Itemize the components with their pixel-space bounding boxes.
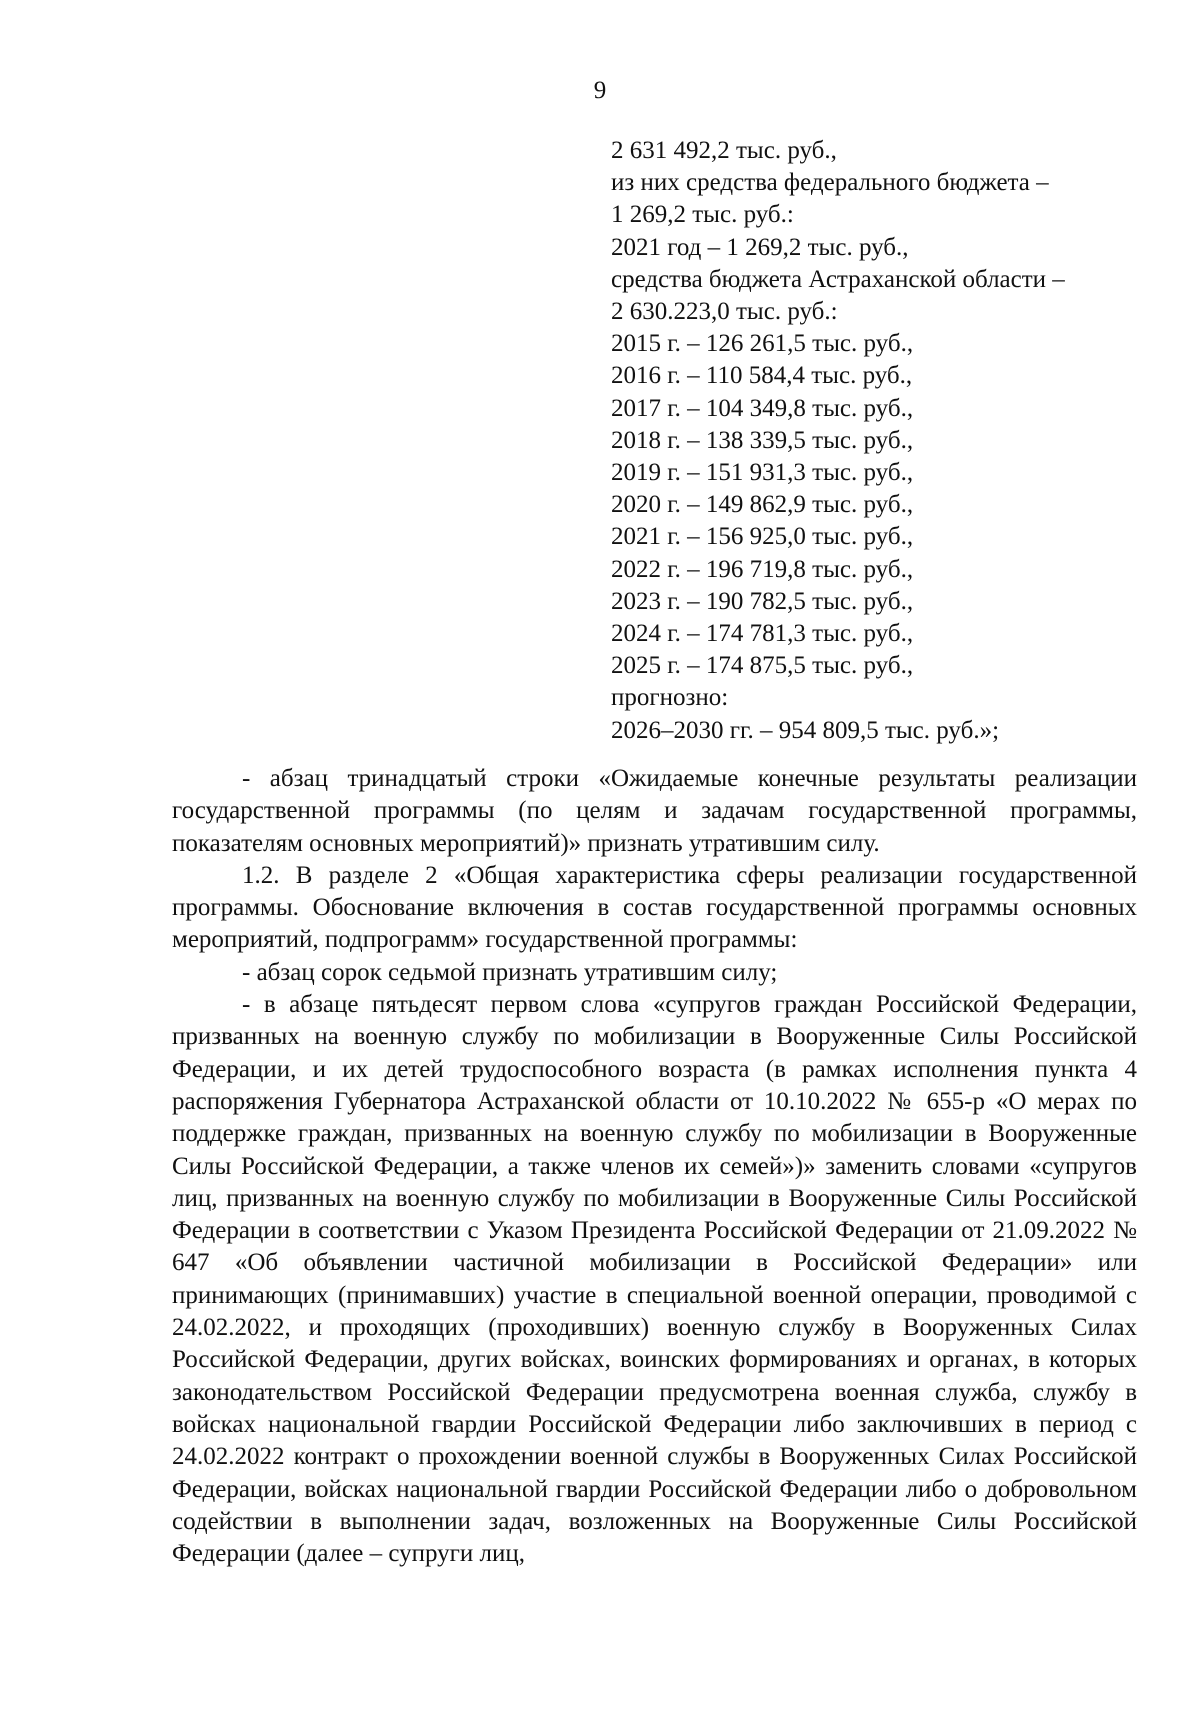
budget-allocation-block [611, 135, 1111, 747]
budget-line: 2026–2030 гг. – 954 809,5 тыс. руб.»; [611, 716, 1000, 744]
budget-line: 2024 г. – 174 781,3 тыс. руб., [611, 620, 914, 648]
paragraph: - в абзаце пятьдесят первом слова «супругов граждан Российской Федерации, призванных на военную службу по мобилизации в Вооруженные Силы Российской Федерации, и их детей трудоспособного возраста (в рамках исполнения пункта 4 распоряжения Губернатора Астраханской области от 10.10.2022 № 655-р «О мерах по поддержке граждан, призванных на военную службу по мобилизации в Вооруженные Силы Российской Федерации, а также членов их семей»)» заменить словами «супругов лиц, призванных на военную службу по мобилизации в Вооруженные Силы Российской Федерации в соответствии с Указом Президента Российской Федерации от 21.09.2022 № 647 «Об объявлении частичной мобилизации в Российской Федерации» или принимающих (принимавших) участие в специальной военной операции, проводимой с 24.02.2022, и проходящих (проходивших) военную службу в Вооруженных Силах Российской Федерации, других войсках, воинских формированиях и органах, в которых законодательством Российской Федерации предусмотрена военная служба, службу в войсках национальной гвардии Российской Федерации либо заключивших в период с 24.02.2022 контракт о прохождении военной службы в Вооруженных Силах Российской Федерации, войсках национальной гвардии Российской Федерации либо о добровольном содействии в выполнении задач, возложенных на Вооруженные Силы Российской Федерации (далее – супруги лиц, [172, 991, 1137, 1568]
budget-line: 2019 г. – 151 931,3 тыс. руб., [611, 459, 914, 487]
budget-line: прогнозно: [611, 684, 729, 712]
paragraph: - абзац сорок седьмой признать утратившим силу; [242, 958, 778, 986]
body-text [172, 763, 1137, 1570]
paragraph: - абзац тринадцатый строки «Ожидаемые конечные результаты реализации государственной программы (по целям и задачам государственной программы, показателям основных мероприятий)» признать утратившим силу. [172, 765, 1137, 857]
budget-line: из них средства федерального бюджета – [611, 169, 1049, 197]
budget-line: 2020 г. – 149 862,9 тыс. руб., [611, 491, 914, 519]
budget-line: 2016 г. – 110 584,4 тыс. руб., [611, 362, 913, 390]
budget-line: 2022 г. – 196 719,8 тыс. руб., [611, 555, 914, 583]
paragraph: 1.2. В разделе 2 «Общая характеристика сферы реализации государственной программы. Обоснование включения в состав государственной программы основных мероприятий, подпрограмм» государственной программы: [172, 861, 1137, 954]
budget-line: 2021 г. – 156 925,0 тыс. руб., [611, 523, 914, 551]
budget-line: 2015 г. – 126 261,5 тыс. руб., [611, 330, 914, 358]
budget-line: 1 269,2 тыс. руб.: [611, 201, 794, 229]
budget-line: 2023 г. – 190 782,5 тыс. руб., [611, 587, 914, 615]
budget-line: 2 631 492,2 тыс. руб., [611, 137, 837, 164]
budget-line: 2017 г. – 104 349,8 тыс. руб., [611, 394, 914, 422]
page-number: 9 [593, 77, 607, 104]
budget-line: средства бюджета Астраханской области – [611, 265, 1065, 293]
budget-line: 2 630.223,0 тыс. руб.: [611, 298, 838, 326]
budget-line: 2018 г. – 138 339,5 тыс. руб., [611, 426, 914, 454]
budget-line: 2025 г. – 174 875,5 тыс. руб., [611, 652, 914, 680]
budget-line: 2021 год – 1 269,2 тыс. руб., [611, 233, 909, 261]
